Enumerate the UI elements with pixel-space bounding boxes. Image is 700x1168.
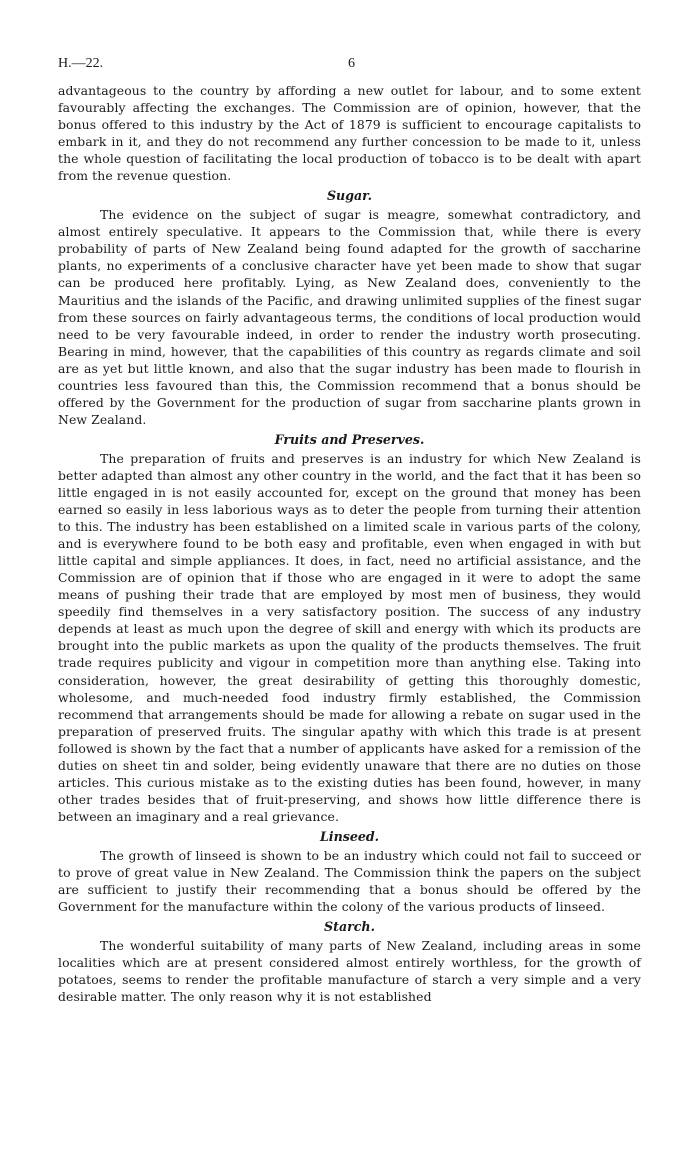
page-number: 6: [348, 56, 355, 71]
paragraph-tobacco-continued: advantageous to the country by affording a new outlet for labour, and to some extent favourably affecting the exchanges. The Commission are of opinion, however, that the bonus offered to this industry by the Act of 1879 is sufficient to encourage capitalists to embark in it, and they do not recommend any further concession to be made to it, unless the whole question of facilitating the local production of tobacco is to be dealt with apart from the revenue question.: [58, 83, 641, 184]
page-header: [58, 56, 643, 76]
section-heading-linseed: Linseed.: [319, 828, 380, 844]
section-heading-fruits-and-preserves: Fruits and Preserves.: [274, 431, 425, 447]
section-heading-starch: Starch.: [324, 919, 375, 935]
paragraph-fruits-and-preserves: The preparation of fruits and preserves is an industry for which New Zealand is better adapted than almost any other country in the world, and the fact that it has been so little engaged in is not easily accounted for, except on the ground that money has been earned so easily in less laborious ways as to deter the people from turning their attention to this. The industry has been established on a limited scale in various parts of the colony, and is everywhere found to be both easy and profitable, even when engaged in with but little capital and simple appliances. It does, in fact, need no artificial assistance, and the Commission are of opinion that if those who are engaged in it were to adopt the same means of pushing their trade that are employed by most men of business, they would speedily find themselves in a very satisfactory position. The success of any industry depends at least as much upon the degree of skill and energy with which its products are brought into the public markets as upon the quality of the products themselves. The fruit trade requires publicity and vigour in competition more than anything else. Taking into consideration, however, the great desirability of getting this thoroughly domestic, wholesome, and much-needed food industry firmly established, the Commission recommend that arrangements should be made for allowing a rebate on sugar used in the preparation of preserved fruits. The singular apathy with which this trade is at present followed is shown by the fact that a number of applicants have asked for a remission of the duties on sheet tin and solder, being evidently unaware that there are no duties on those articles. This curious mistake as to the existing duties has been found, however, in many other trades besides that of fruit-preserving, and shows how little difference there is between an imaginary and a real grievance.: [58, 450, 641, 824]
document-reference: H.—22.: [58, 56, 104, 71]
paragraph-starch: The wonderful suitability of many parts of New Zealand, including areas in some localities which are at present considered almost entirely worthless, for the growth of potatoes, seems to render the profitable manufacture of starch a very simple and a very desirable matter. The only reason why it is not established: [58, 938, 641, 1005]
paragraph-linseed: The growth of linseed is shown to be an industry which could not fail to succeed or to prove of great value in New Zealand. The Commission think the papers on the subject are sufficient to justify their recommending that a bonus should be offered by the Government for the manufacture within the colony of the various products of linseed.: [58, 847, 641, 915]
section-heading-sugar: Sugar.: [326, 188, 373, 204]
paragraph-sugar: The evidence on the subject of sugar is meagre, somewhat contradictory, and almost entirely speculative. It appears to the Commission that, while there is every probability of parts of New Zealand being found adapted for the growth of saccharine plants, no experiments of a conclusive character have yet been made to show that sugar can be produced here profitably. Lying, as New Zealand does, conveniently to the Mauritius and the islands of the Pacific, and drawing unlimited supplies of the finest sugar from these sources on fairly advantageous terms, the conditions of local production would need to be very favourable indeed, in order to render the industry worth prosecuting. Bearing in mind, however, that the capabilities of this country as regards climate and soil are as yet but little known, and also that the sugar industry has been made to flourish in countries less favoured than this, the Commission recommend that a bonus should be offered by the Government for the production of sugar from saccharine plants grown in New Zealand.: [58, 207, 641, 427]
document-body: [58, 82, 641, 1005]
